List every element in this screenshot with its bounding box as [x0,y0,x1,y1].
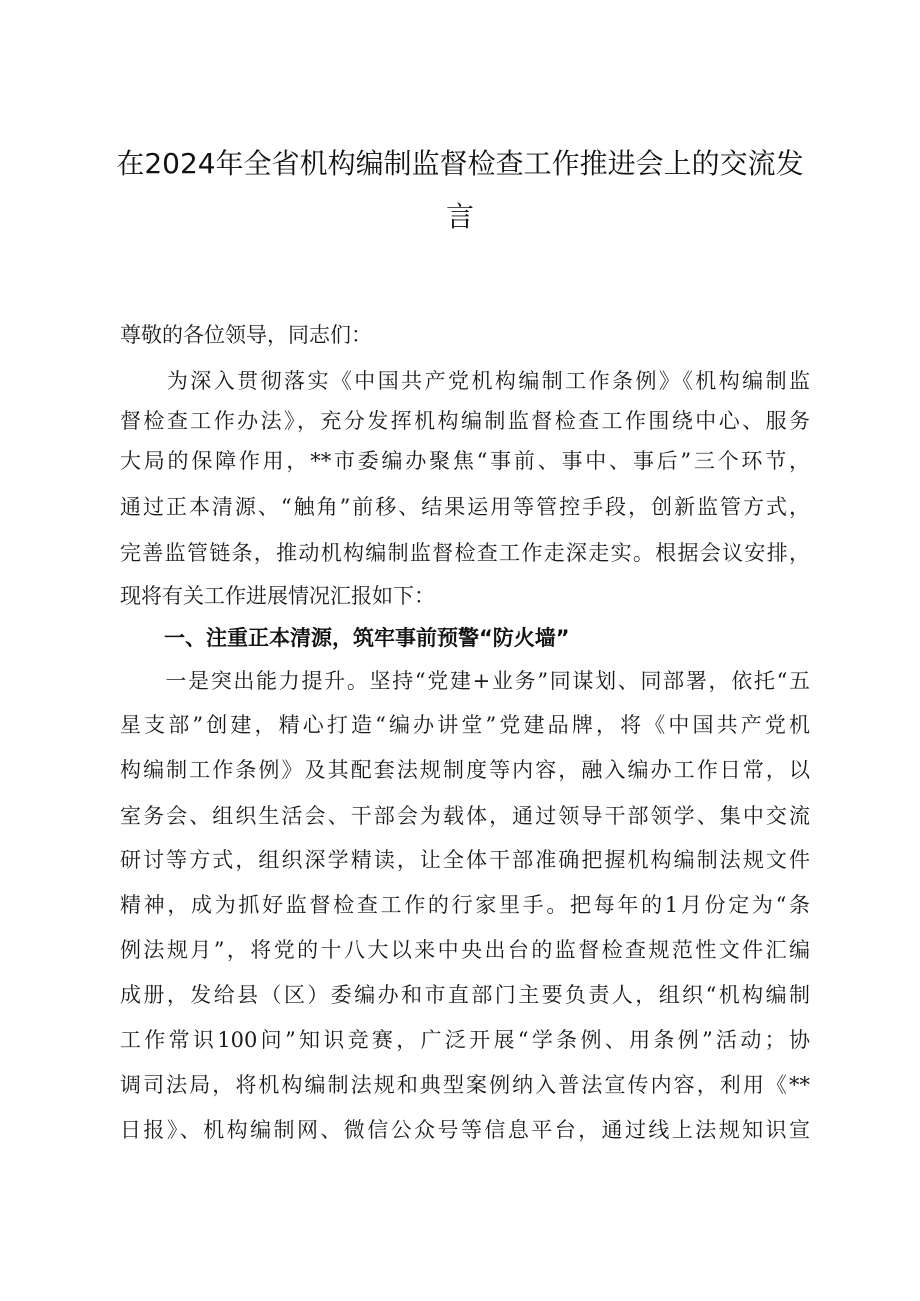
section-1-line-1: 一是突出能力提升。坚持“党建+业务”同谋划、同部署，依托“五 [120,669,810,693]
intro-line-4: 通过正本清源、“触角”前移、结果运用等管控手段，创新监管方式， [120,495,810,519]
section-1-line-2: 星支部”创建，精心打造“编办讲堂”党建品牌，将《中国共产党机 [120,713,810,737]
section-1-line-4: 室务会、组织生活会、干部会为载体，通过领导干部领学、集中交流 [120,804,810,828]
section-1-line-8: 成册，发给县（区）委编办和市直部门主要负责人，组织“机构编制 [120,983,810,1007]
section-1-line-5: 研讨等方式，组织深学精读，让全体干部准确把握机构编制法规文件 [120,848,810,872]
salutation: 尊敬的各位领导，同志们： [120,323,372,347]
section-1-heading: 一、注重正本清源，筑牢事前预警“防火墙” [164,626,570,650]
section-1-line-10: 调司法局，将机构编制法规和典型案例纳入普法宣传内容，利用《** [120,1073,810,1097]
intro-line-6: 现将有关工作进展情况汇报如下： [120,584,435,608]
section-1-line-6: 精神，成为抓好监督检查工作的行家里手。把每年的1月份定为“条 [120,893,810,917]
section-1-line-9: 工作常识100问”知识竞赛，广泛开展“学条例、用条例”活动；协 [120,1028,810,1052]
intro-line-2: 督检查工作办法》，充分发挥机构编制监督检查工作围绕中心、服务 [120,409,810,433]
section-1-line-11: 日报》、机构编制网、微信公众号等信息平台，通过线上法规知识宣 [120,1118,810,1142]
intro-line-3: 大局的保障作用，**市委编办聚焦“事前、事中、事后”三个环节， [120,449,810,473]
document-title-line-1: 在2024年全省机构编制监督检查工作推进会上的交流发 [116,147,804,180]
section-1-line-7: 例法规月”，将党的十八大以来中央出台的监督检查规范性文件汇编 [120,938,810,962]
intro-line-1: 为深入贯彻落实《中国共产党机构编制工作条例》《机构编制监 [120,369,810,393]
document-title-line-2: 言 [445,200,474,233]
section-1-line-3: 构编制工作条例》及其配套法规制度等内容，融入编办工作日常，以 [120,758,810,782]
intro-line-5: 完善监管链条，推动机构编制监督检查工作走深走实。根据会议安排， [120,541,810,565]
